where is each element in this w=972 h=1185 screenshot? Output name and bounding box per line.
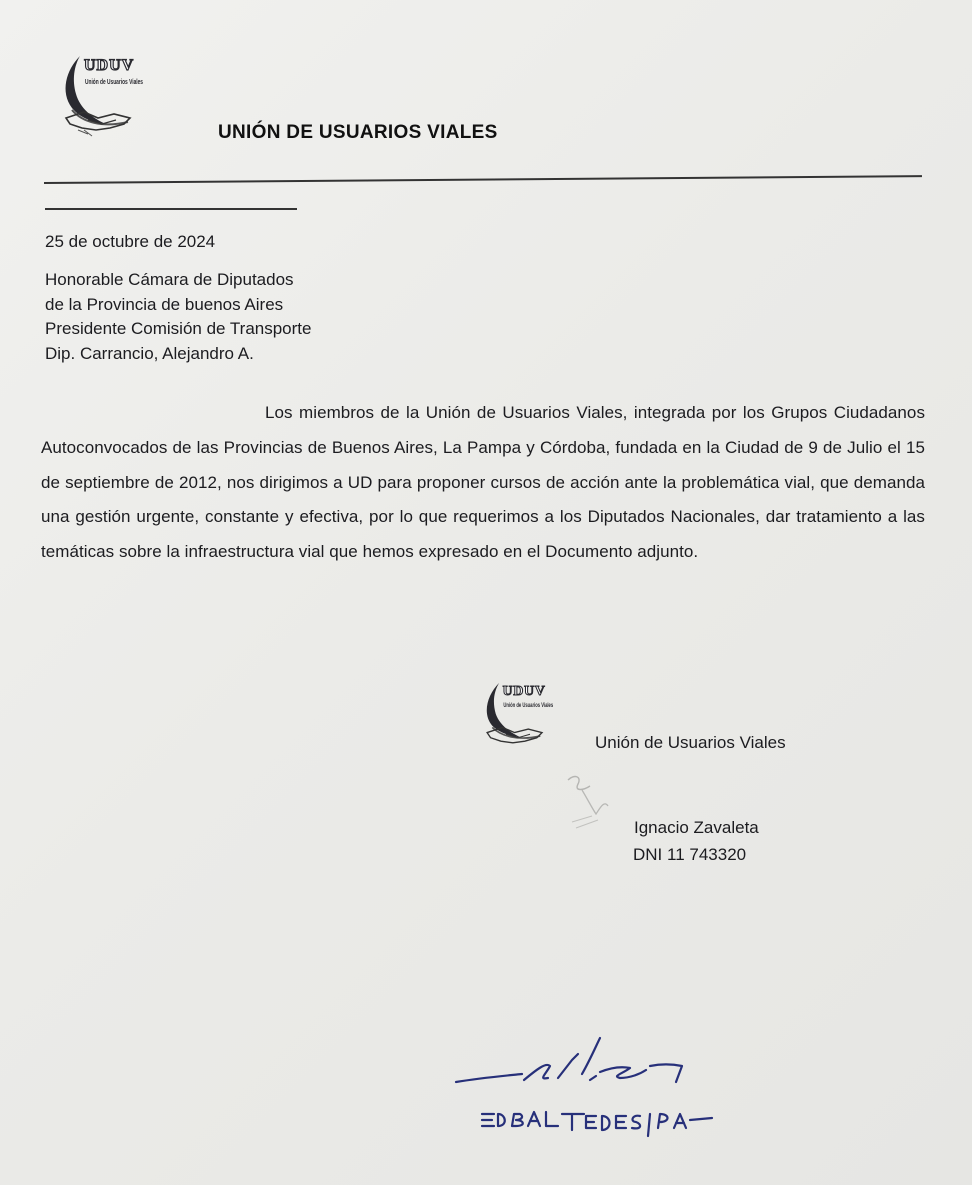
uduv-logo-stamp [480,676,562,748]
svg-text:UDUV: UDUV [502,682,546,698]
letter-date: 25 de octubre de 2024 [45,232,216,251]
header-rule [44,175,922,183]
letter-body: Los miembros de la Unión de Usuarios Viales, integrada por los Grupos Ciudadanos Autoconvocados de las Provincias de Buenos Aires, La Pampa y Córdoba, fundada en la Ciudad de 9 de Julio el 15 de septiembre de 2012, nos dirigimos a UD para proponer cursos de acción ante la problemática vial, que demanda una gestión urgente, constante y efectiva, por lo que requerimos a los Diputados Nacionales, dar tratamiento a las temáticas sobre la infraestructura vial que hemos expresado en el Documento adjunto. [41,403,925,562]
signer-dni: DNI 11 743320 [633,845,747,864]
closing-organization: Unión de Usuarios Viales [595,733,786,752]
recipient-block [45,268,311,366]
svg-text:UDUV: UDUV [84,57,135,74]
recipient-line: de la Provincia de buenos Aires [45,294,284,314]
signer-name: Ignacio Zavaleta [634,818,759,837]
recipient-line: Presidente Comisión de Transporte [45,319,312,338]
uduv-logo [58,48,153,140]
header-short-rule [45,208,297,210]
svg-text:Unión de Usuarios Viales: Unión de Usuarios Viales [503,702,554,709]
svg-text:Unión de Usuarios Viales: Unión de Usuarios Viales [85,79,144,86]
handwritten-receipt-signature [450,1030,740,1150]
recipient-line: Honorable Cámara de Diputados [45,270,294,289]
organization-title: UNIÓN DE USUARIOS VIALES [218,122,498,143]
recipient-line: Dip. Carrancio, Alejandro A. [45,343,254,363]
faint-signature [562,770,622,832]
